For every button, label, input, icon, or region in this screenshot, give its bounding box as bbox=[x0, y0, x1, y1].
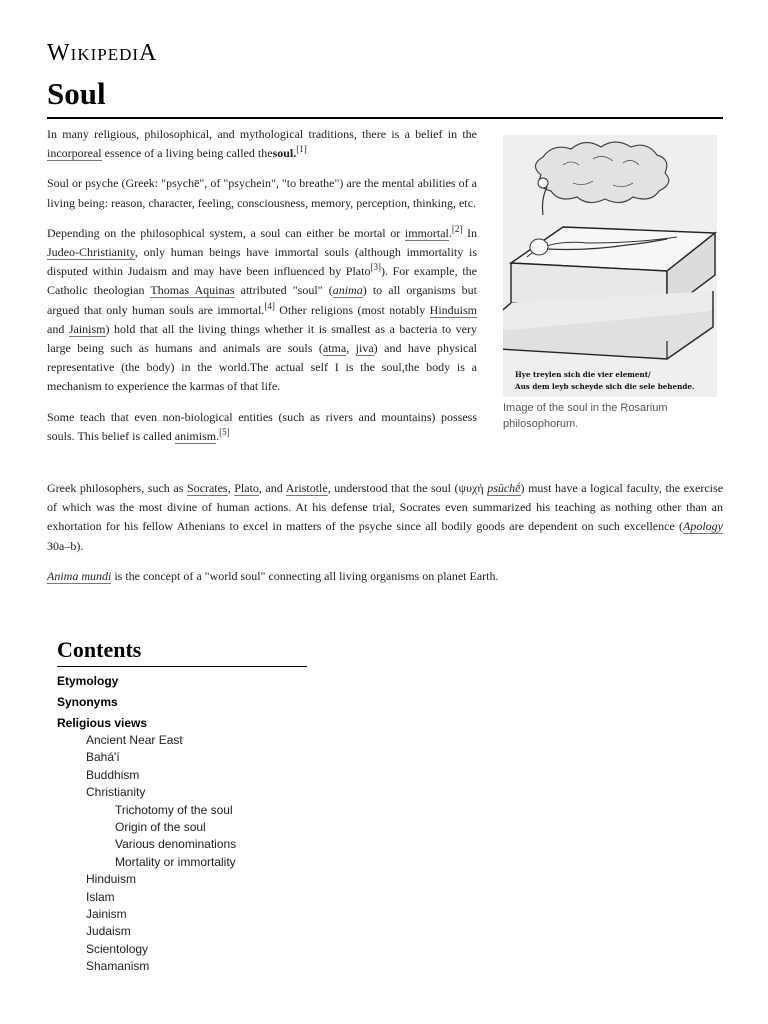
link-jainism[interactable]: Jainism bbox=[68, 321, 106, 336]
text: 30a–b). bbox=[47, 538, 84, 553]
paragraph-4 bbox=[47, 408, 477, 446]
italic-anima: anima bbox=[332, 283, 363, 298]
link-incorporeal[interactable]: incorporeal bbox=[47, 146, 102, 161]
woodcut-drawing bbox=[503, 135, 717, 397]
text: essence of a living being called the bbox=[101, 146, 273, 161]
link-animism[interactable]: animism bbox=[174, 428, 217, 443]
table-of-contents bbox=[57, 637, 307, 976]
link-judeo-christianity[interactable]: Judeo-Christianity bbox=[47, 245, 135, 260]
soul-figure bbox=[503, 135, 717, 432]
citation-2[interactable]: [2] bbox=[451, 223, 463, 234]
toc-item-buddhism[interactable]: Buddhism bbox=[86, 767, 140, 782]
rosarium-woodcut-image[interactable] bbox=[503, 135, 717, 397]
toc-item-etymology[interactable]: Etymology bbox=[57, 674, 119, 688]
wikipedia-wordmark[interactable] bbox=[47, 40, 157, 67]
paragraph-5 bbox=[47, 479, 723, 556]
toc-item-origin-of-soul[interactable]: Origin of the soul bbox=[115, 820, 206, 835]
bold-soul: soul. bbox=[272, 146, 297, 161]
title-rule bbox=[47, 117, 723, 119]
toc-item-jainism[interactable]: Jainism bbox=[86, 907, 127, 922]
text: ). For example, the Catholic theologian bbox=[47, 264, 477, 298]
paragraph-2 bbox=[47, 174, 477, 212]
toc-item-scientology[interactable]: Scientology bbox=[86, 941, 149, 956]
link-anima-mundi[interactable] bbox=[47, 569, 111, 584]
text: Some teach that even non-biological entities (such as rivers and mountains) possess souls. This belief is called bbox=[47, 409, 477, 443]
woodcut-inscription-2: Aus dem leyb scheyde sich die sele behende. bbox=[515, 382, 695, 391]
text: ) hold that all the living things whether it is smallest as a bacteria to very large being such as humans and animals are souls ( bbox=[47, 321, 478, 356]
text: . bbox=[575, 418, 579, 430]
toc-item-mortality[interactable]: Mortality or immortality bbox=[115, 854, 236, 869]
page-title: Soul bbox=[47, 76, 106, 111]
text: , bbox=[346, 341, 356, 356]
paragraph-1 bbox=[47, 125, 477, 163]
toc-heading: Contents bbox=[57, 637, 307, 667]
link-hinduism[interactable]: Hinduism bbox=[429, 302, 477, 317]
italic-psuche: psūchḗ bbox=[487, 481, 521, 495]
toc-item-hinduism[interactable]: Hinduism bbox=[86, 872, 137, 887]
link-socrates[interactable]: Socrates bbox=[186, 481, 228, 495]
toc-item-judaism[interactable]: Judaism bbox=[86, 924, 131, 939]
link-atma[interactable]: atma bbox=[322, 341, 347, 356]
text: and bbox=[47, 321, 69, 336]
text: Image of the soul in the bbox=[503, 402, 621, 414]
toc-item-synonyms[interactable]: Synonyms bbox=[57, 695, 118, 709]
toc-list bbox=[57, 673, 307, 976]
text: , bbox=[227, 481, 235, 495]
text: is the concept of a "world soul" connecting all living organisms on planet Earth. bbox=[111, 568, 499, 583]
woodcut-inscription-1: Hye treylen sich die vier element/ bbox=[515, 370, 651, 379]
lead-section bbox=[47, 125, 477, 457]
link-thomas-aquinas[interactable]: Thomas Aquinas bbox=[150, 283, 235, 298]
text: In many religious, philosophical, and mythological traditions, there is a belief in the bbox=[47, 127, 477, 141]
text: ) must have a logical faculty, the exercise of which was the most divine of human actions. At his defense trial, Socrates even summarized his teaching as nothing other than an exhortation for his fellow Athenians to excel in matters of the psyche since all bodily goods are dependent on such excellence ( bbox=[47, 481, 724, 534]
toc-item-ancient-near-east[interactable]: Ancient Near East bbox=[86, 733, 183, 747]
toc-item-bahai[interactable]: Bahá'í bbox=[86, 750, 120, 765]
text: , and bbox=[258, 481, 286, 495]
toc-item-trichotomy[interactable]: Trichotomy of the soul bbox=[115, 802, 233, 817]
toc-item-shamanism[interactable]: Shamanism bbox=[86, 959, 150, 974]
italic-apology: Apology bbox=[683, 519, 723, 534]
toc-item-religious-views[interactable]: Religious views bbox=[57, 716, 148, 730]
link-immortal[interactable]: immortal bbox=[404, 225, 449, 240]
link-plato[interactable]: Plato bbox=[234, 481, 259, 495]
text: Soul or psyche (Greek: "psychē", of "psychein", "to breathe") are the mental abilities of a living being: reason, character, feeling, consciousness, memory, perception, thinking, etc. bbox=[47, 176, 477, 210]
paragraph-3 bbox=[47, 224, 477, 397]
toc-item-various-denominations[interactable]: Various denominations bbox=[115, 837, 237, 852]
text: Depending on the philosophical system, a soul can either be mortal or bbox=[47, 225, 405, 240]
text: ) to all organisms but argued that only human souls are immortal. bbox=[47, 283, 478, 317]
link-apology[interactable] bbox=[683, 519, 723, 534]
text: attributed "soul" ( bbox=[234, 283, 333, 298]
link-psuche[interactable] bbox=[487, 481, 520, 496]
wordmark-a: A bbox=[139, 40, 158, 66]
body-section bbox=[47, 479, 723, 597]
text: . bbox=[216, 428, 220, 443]
citation-3[interactable]: [3] bbox=[370, 262, 381, 273]
italic-anima-mundi: Anima mundi bbox=[47, 568, 112, 583]
link-anima[interactable] bbox=[333, 283, 363, 298]
figure-caption bbox=[503, 400, 717, 432]
toc-item-islam[interactable]: Islam bbox=[86, 889, 115, 904]
text: , understood that the soul (ψυχή bbox=[327, 481, 488, 495]
wordmark-w: W bbox=[47, 40, 71, 66]
paragraph-6 bbox=[47, 567, 723, 586]
citation-4[interactable]: [4] bbox=[264, 300, 275, 311]
link-aristotle[interactable]: Aristotle bbox=[285, 481, 328, 495]
text: , only human beings have immortal souls (although immortality is disputed within Judaism and may have been influenced by Plato bbox=[47, 245, 477, 279]
citation-5[interactable]: [5] bbox=[219, 426, 230, 437]
caption-link-rosarium[interactable]: Rosarium philosophorum bbox=[503, 402, 668, 430]
text: In bbox=[462, 225, 478, 240]
wordmark-middle: IKIPEDI bbox=[70, 45, 140, 64]
text: . bbox=[448, 225, 452, 240]
text: Greek philosophers, such as bbox=[47, 481, 187, 495]
link-jiva[interactable]: jiva bbox=[355, 341, 374, 356]
toc-item-christianity[interactable]: Christianity bbox=[86, 785, 146, 800]
citation-1[interactable]: [1] bbox=[296, 144, 307, 155]
text: ) and have physical representative (the body) in the world.The actual self I is the soul,the body is a mechanism to experience the karmas of that life. bbox=[47, 341, 478, 394]
text: Other religions (most notably bbox=[274, 302, 430, 317]
